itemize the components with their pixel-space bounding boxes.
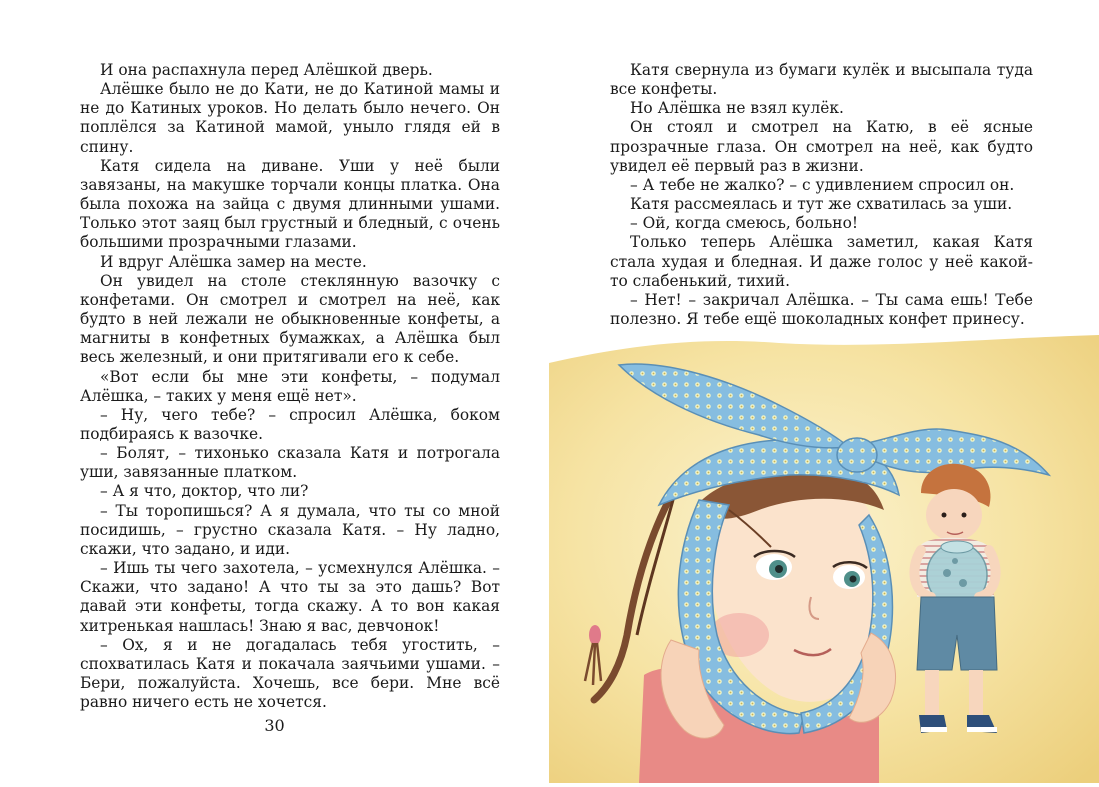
left-page (0, 0, 549, 783)
right-page (549, 0, 1099, 783)
paragraph: – Ты торопишься? А я думала, что ты со мной посидишь, – грустно сказала Катя. – Ну ладно, скажи, что задано, и иди. (80, 501, 500, 558)
right-text-column (610, 61, 1033, 329)
paragraph: – Нет! – закричал Алёшка. – Ты сама ешь! Тебе полезно. Я тебе ещё шоколадных конфет принесу. (610, 290, 1033, 329)
paragraph: – А я что, доктор, что ли? (100, 482, 309, 501)
paragraph: Он увидел на столе стеклянную вазочку с конфетами. Он смотрел и смотрел на неё, как будто в ней лежали не обыкновенные конфеты, а магниты в конфетных бумажках, а Алёшка был весь железный, и они притягивали его к себе. (80, 271, 500, 367)
paragraph: Алёшке было не до Кати, не до Катиной мамы и не до Катиных уроков. Но делать было нечего. Он поплёлся за Катиной мамой, уныло глядя ей в спину. (80, 80, 500, 156)
left-text-column (80, 61, 500, 712)
paragraph: Он стоял и смотрел на Катю, в её ясные прозрачные глаза. Он смотрел на неё, как будто увидел её первый раз в жизни. (610, 118, 1033, 175)
paragraph: Катя сидела на диване. Уши у неё были завязаны, на макушке торчали концы платка. Она была похожа на зайца с двумя длинными ушами. Только этот заяц был грустный и бледный, с очень большими прозрачными глазами. (80, 156, 500, 252)
paragraph: – А тебе не жалко? – с удивлением спросил он. (630, 175, 1015, 194)
paragraph: – Болят, – тихонько сказала Катя и потрогала уши, завязанные платком. (80, 444, 500, 482)
paragraph: – Ой, когда смеюсь, больно! (630, 214, 859, 233)
paragraph: – Ишь ты чего захотела, – усмехнулся Алёшка. – Скажи, что задано! А что ты за это дашь? Вот давай эти конфеты, тогда скажу. А то вон какая хитренькая нашлась! Знаю я вас, девчонок! (80, 559, 500, 635)
page-number: 30 (264, 716, 285, 735)
paragraph: – Ну, чего тебе? – спросил Алёшка, боком подбираясь к вазочке. (80, 405, 500, 443)
paragraph: И она распахнула перед Алёшкой дверь. (100, 61, 433, 79)
paragraph: Только теперь Алёшка заметил, какая Катя стала худая и бледная. И даже голос у неё какой-то слабенький, тихий. (610, 233, 1033, 290)
paragraph: Но Алёшка не взял кулёк. (630, 99, 844, 118)
paragraph: Катя рассмеялась и тут же схватилась за уши. (630, 195, 1013, 214)
paragraph: – Ох, я и не догадалась тебя угостить, – спохватилась Катя и покачала заячьими ушами. – Бери, пожалуйста. Хочешь, все бери. Мне всё равно ничего есть не хочется. (80, 635, 500, 712)
paragraph: И вдруг Алёшка замер на месте. (100, 252, 367, 271)
paragraph: Катя свернула из бумаги кулёк и высыпала туда все конфеты. (610, 61, 1033, 99)
paragraph: «Вот если бы мне эти конфеты, – подумал Алёшка, – таких у меня ещё нет». (80, 367, 500, 405)
illustration (549, 335, 1099, 783)
